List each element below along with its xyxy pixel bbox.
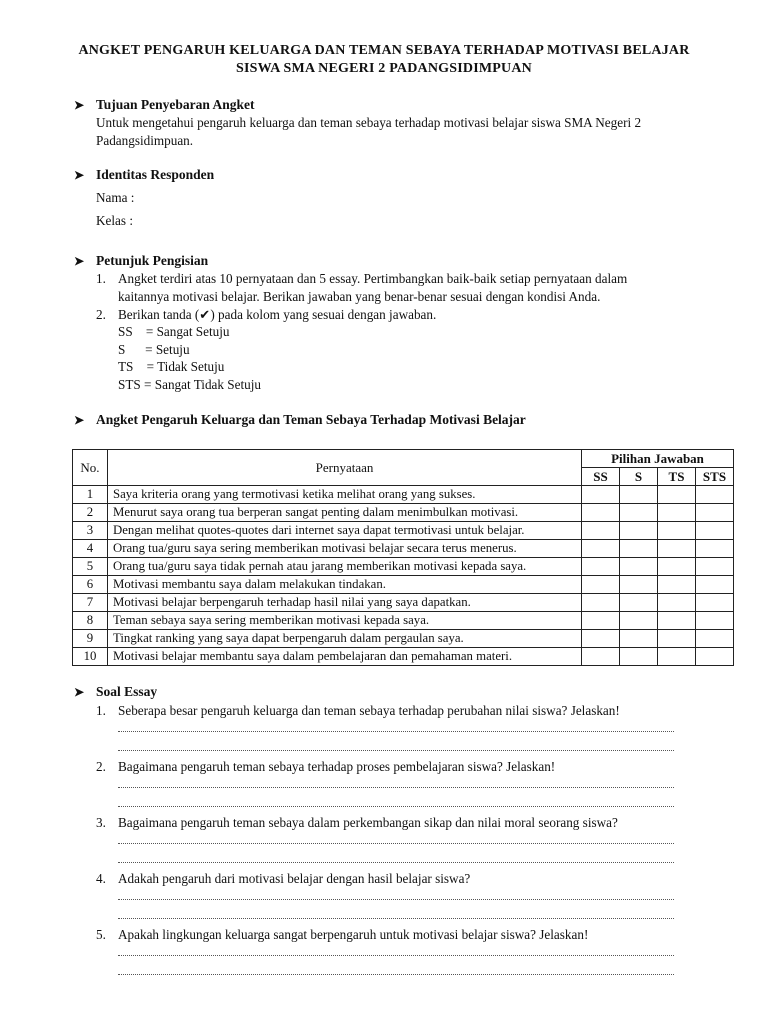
angket-table <box>72 449 734 666</box>
row-number: 9 <box>73 630 108 648</box>
answer-checkbox-s[interactable] <box>620 630 658 648</box>
table-row <box>73 540 734 558</box>
answer-line[interactable] <box>118 730 674 732</box>
answer-checkbox-ss[interactable] <box>582 558 620 576</box>
petunjuk-item2-line1: Berikan tanda (✔) pada kolom yang sesuai dengan jawaban. <box>118 307 437 322</box>
col-pernyataan-header: Pernyataan <box>108 450 582 486</box>
answer-checkbox-ts[interactable] <box>658 558 696 576</box>
answer-checkbox-sts[interactable] <box>696 504 734 522</box>
answer-checkbox-sts[interactable] <box>696 540 734 558</box>
document-title-line2: SISWA SMA NEGERI 2 PADANGSIDIMPUAN <box>236 61 532 76</box>
row-statement: Orang tua/guru saya sering memberikan motivasi belajar secara terus menerus. <box>108 540 582 558</box>
arrow-bullet-icon: ➤ <box>74 685 85 699</box>
essay-q5-number: 5. <box>96 927 106 942</box>
row-number: 4 <box>73 540 108 558</box>
col-no-header: No. <box>73 450 108 486</box>
answer-line[interactable] <box>118 861 674 863</box>
answer-checkbox-sts[interactable] <box>696 648 734 666</box>
answer-line[interactable] <box>118 973 674 975</box>
row-number: 6 <box>73 576 108 594</box>
tujuan-text-line2: Padangsidimpuan. <box>96 133 194 148</box>
legend-ts: TS = Tidak Setuju <box>118 359 225 374</box>
table-row <box>73 612 734 630</box>
row-number: 2 <box>73 504 108 522</box>
essay-q3-text: Bagaimana pengaruh teman sebaya dalam perkembangan sikap dan nilai moral seorang siswa? <box>118 815 618 830</box>
section-tujuan-heading <box>74 97 255 113</box>
row-number: 10 <box>73 648 108 666</box>
arrow-bullet-icon: ➤ <box>74 254 85 268</box>
answer-checkbox-ts[interactable] <box>658 504 696 522</box>
answer-checkbox-s[interactable] <box>620 612 658 630</box>
answer-checkbox-sts[interactable] <box>696 612 734 630</box>
petunjuk-item1-line2: kaitannya motivasi belajar. Berikan jawaban yang benar-benar sesuai dengan kondisi Anda. <box>118 289 601 304</box>
answer-checkbox-ts[interactable] <box>658 630 696 648</box>
table-row <box>73 576 734 594</box>
petunjuk-item1-line1: Angket terdiri atas 10 pernyataan dan 5 essay. Pertimbangkan baik-baik setiap pernyataan dalam <box>118 271 628 286</box>
table-body <box>73 486 734 666</box>
section-essay-heading <box>74 684 157 700</box>
section-angket-label: Angket Pengaruh Keluarga dan Teman Sebaya Terhadap Motivasi Belajar <box>96 412 526 427</box>
answer-checkbox-ts[interactable] <box>658 576 696 594</box>
row-statement: Saya kriteria orang yang termotivasi ketika melihat orang yang sukses. <box>108 486 582 504</box>
answer-line[interactable] <box>118 842 674 844</box>
row-number: 8 <box>73 612 108 630</box>
table-header-row <box>73 450 734 468</box>
row-statement: Motivasi belajar membantu saya dalam pembelajaran dan pemahaman materi. <box>108 648 582 666</box>
answer-checkbox-s[interactable] <box>620 504 658 522</box>
answer-checkbox-ss[interactable] <box>582 504 620 522</box>
row-statement: Orang tua/guru saya tidak pernah atau jarang memberikan motivasi kepada saya. <box>108 558 582 576</box>
answer-line[interactable] <box>118 749 674 751</box>
arrow-bullet-icon: ➤ <box>74 168 85 182</box>
answer-checkbox-ss[interactable] <box>582 612 620 630</box>
answer-checkbox-ts[interactable] <box>658 540 696 558</box>
essay-q2-number: 2. <box>96 759 106 774</box>
answer-checkbox-ss[interactable] <box>582 576 620 594</box>
answer-checkbox-sts[interactable] <box>696 486 734 504</box>
essay-q4-text: Adakah pengaruh dari motivasi belajar dengan hasil belajar siswa? <box>118 871 471 886</box>
section-identitas-label: Identitas Responden <box>96 167 215 182</box>
essay-q3-number: 3. <box>96 815 106 830</box>
answer-checkbox-ss[interactable] <box>582 540 620 558</box>
row-statement: Tingkat ranking yang saya dapat berpengaruh dalam pergaulan saya. <box>108 630 582 648</box>
answer-checkbox-sts[interactable] <box>696 576 734 594</box>
answer-checkbox-ts[interactable] <box>658 594 696 612</box>
answer-checkbox-s[interactable] <box>620 486 658 504</box>
answer-checkbox-ts[interactable] <box>658 612 696 630</box>
answer-checkbox-ss[interactable] <box>582 648 620 666</box>
answer-checkbox-sts[interactable] <box>696 522 734 540</box>
answer-checkbox-ts[interactable] <box>658 522 696 540</box>
legend-ss: SS = Sangat Setuju <box>118 324 230 339</box>
answer-checkbox-ts[interactable] <box>658 648 696 666</box>
answer-checkbox-ts[interactable] <box>658 486 696 504</box>
table-row <box>73 594 734 612</box>
row-statement: Teman sebaya saya sering memberikan motivasi kepada saya. <box>108 612 582 630</box>
arrow-bullet-icon: ➤ <box>74 413 85 427</box>
row-number: 3 <box>73 522 108 540</box>
answer-checkbox-ss[interactable] <box>582 486 620 504</box>
petunjuk-item1-number: 1. <box>96 271 106 286</box>
arrow-bullet-icon: ➤ <box>74 98 85 112</box>
kelas-field: Kelas : <box>96 213 133 228</box>
essay-q4-number: 4. <box>96 871 106 886</box>
section-petunjuk-label: Petunjuk Pengisian <box>96 253 209 268</box>
row-number: 7 <box>73 594 108 612</box>
section-angket-heading <box>74 412 526 428</box>
section-petunjuk-heading <box>74 253 208 269</box>
answer-checkbox-s[interactable] <box>620 576 658 594</box>
essay-q5-text: Apakah lingkungan keluarga sangat berpengaruh untuk motivasi belajar siswa? Jelaskan! <box>118 927 589 942</box>
table-row <box>73 504 734 522</box>
table-row <box>73 486 734 504</box>
answer-line[interactable] <box>118 805 674 807</box>
answer-checkbox-s[interactable] <box>620 540 658 558</box>
option-s-header: S <box>620 468 658 486</box>
answer-checkbox-ss[interactable] <box>582 630 620 648</box>
answer-checkbox-sts[interactable] <box>696 594 734 612</box>
essay-q2-text: Bagaimana pengaruh teman sebaya terhadap proses pembelajaran siswa? Jelaskan! <box>118 759 556 774</box>
table-row <box>73 630 734 648</box>
row-statement: Dengan melihat quotes-quotes dari internet saya dapat termotivasi untuk belajar. <box>108 522 582 540</box>
option-sts-header: STS <box>696 468 734 486</box>
row-number: 5 <box>73 558 108 576</box>
row-statement: Motivasi belajar berpengaruh terhadap hasil nilai yang saya dapatkan. <box>108 594 582 612</box>
row-number: 1 <box>73 486 108 504</box>
option-ss-header: SS <box>582 468 620 486</box>
legend-s: S = Setuju <box>118 342 190 357</box>
table-row <box>73 522 734 540</box>
essay-q1-text: Seberapa besar pengaruh keluarga dan teman sebaya terhadap perubahan nilai siswa? Jelaskan! <box>118 703 620 718</box>
answer-line[interactable] <box>118 898 674 900</box>
petunjuk-item2-number: 2. <box>96 307 106 322</box>
answer-checkbox-sts[interactable] <box>696 630 734 648</box>
answer-checkbox-s[interactable] <box>620 558 658 576</box>
document-title-line1: ANGKET PENGARUH KELUARGA DAN TEMAN SEBAYA TERHADAP MOTIVASI BELAJAR <box>78 43 690 58</box>
answer-checkbox-ss[interactable] <box>582 594 620 612</box>
answer-checkbox-s[interactable] <box>620 522 658 540</box>
answer-checkbox-s[interactable] <box>620 594 658 612</box>
essay-q1-number: 1. <box>96 703 106 718</box>
section-identitas-heading <box>74 167 214 183</box>
row-statement: Motivasi membantu saya dalam melakukan tindakan. <box>108 576 582 594</box>
answer-checkbox-ss[interactable] <box>582 522 620 540</box>
section-tujuan-label: Tujuan Penyebaran Angket <box>96 97 255 112</box>
answer-line[interactable] <box>118 954 674 956</box>
table-row <box>73 648 734 666</box>
answer-checkbox-sts[interactable] <box>696 558 734 576</box>
row-statement: Menurut saya orang tua berperan sangat penting dalam menimbulkan motivasi. <box>108 504 582 522</box>
answer-line[interactable] <box>118 917 674 919</box>
nama-field: Nama : <box>96 190 135 205</box>
answer-checkbox-s[interactable] <box>620 648 658 666</box>
answer-line[interactable] <box>118 786 674 788</box>
option-ts-header: TS <box>658 468 696 486</box>
table-row <box>73 558 734 576</box>
section-essay-label: Soal Essay <box>96 684 158 699</box>
legend-sts: STS = Sangat Tidak Setuju <box>118 377 262 392</box>
tujuan-text-line1: Untuk mengetahui pengaruh keluarga dan teman sebaya terhadap motivasi belajar siswa SMA Negeri 2 <box>96 115 642 130</box>
col-pilihan-header: Pilihan Jawaban <box>582 450 734 468</box>
